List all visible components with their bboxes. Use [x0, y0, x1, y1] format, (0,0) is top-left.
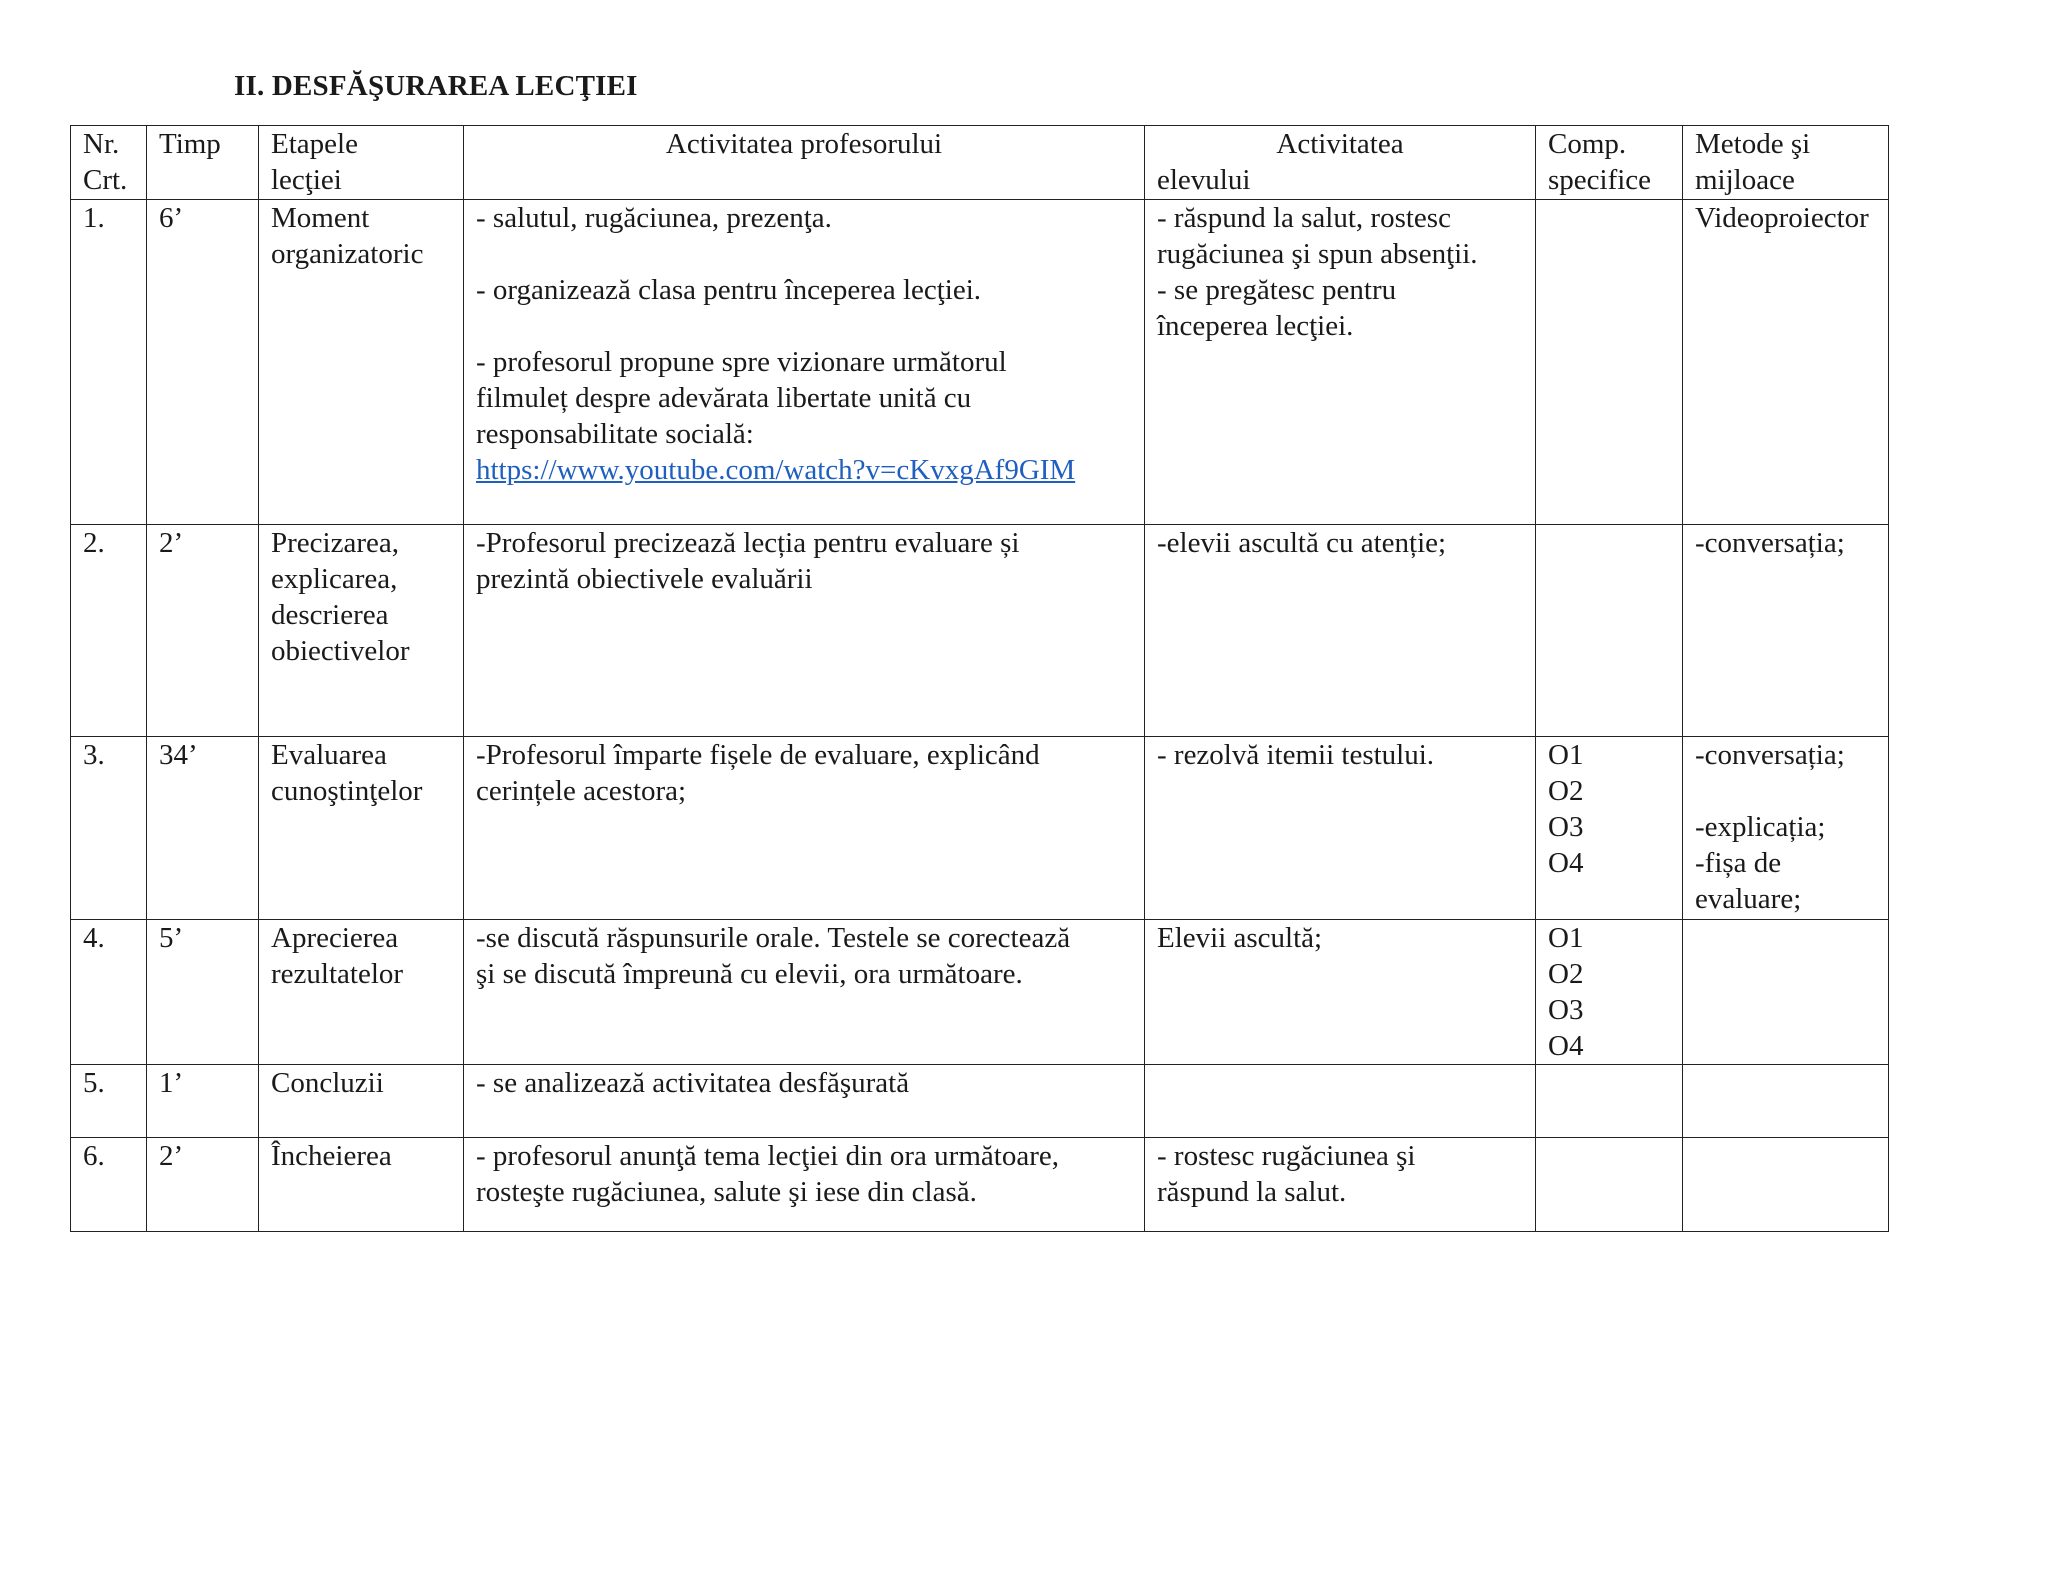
header-timp: Timp	[147, 126, 259, 200]
header-nr: Nr. Crt.	[71, 126, 147, 200]
cell-comp-specifice	[1536, 525, 1683, 737]
cell-comp-specifice: O1 O2 O3 O4	[1536, 920, 1683, 1065]
cell-etapa: Aprecierea rezultatelor	[259, 920, 464, 1065]
cell-metode	[1683, 1065, 1889, 1138]
cell-timp: 2’	[147, 1138, 259, 1232]
cell-activitatea-elevului: - rostesc rugăciunea şi răspund la salut.	[1145, 1138, 1536, 1232]
cell-metode	[1683, 920, 1889, 1065]
cell-activitatea-elevului: - răspund la salut, rostesc rugăciunea şi spun absenţii. - se pregătesc pentru începerea lecţiei.	[1145, 200, 1536, 525]
cell-nr: 3.	[71, 737, 147, 920]
table-row	[71, 737, 1889, 920]
cell-timp: 6’	[147, 200, 259, 525]
cell-etapa: Încheierea	[259, 1138, 464, 1232]
table-row	[71, 1138, 1889, 1232]
cell-comp-specifice	[1536, 200, 1683, 525]
cell-comp-specifice	[1536, 1065, 1683, 1138]
cell-etapa: Moment organizatoric	[259, 200, 464, 525]
cell-activitatea-elevului	[1145, 1065, 1536, 1138]
cell-etapa: Concluzii	[259, 1065, 464, 1138]
cell-metode: Videoproiector	[1683, 200, 1889, 525]
page-title: II. DESFĂŞURAREA LECŢIEI	[234, 70, 638, 102]
header-metode-mijloace: Metode şi mijloace	[1683, 126, 1889, 200]
cell-timp: 1’	[147, 1065, 259, 1138]
cell-etapa: Evaluarea cunoştinţelor	[259, 737, 464, 920]
cell-nr: 6.	[71, 1138, 147, 1232]
table-header-row	[71, 126, 1889, 200]
table-row	[71, 525, 1889, 737]
cell-nr: 4.	[71, 920, 147, 1065]
table-row	[71, 200, 1889, 525]
cell-activitatea-profesorului: -Profesorul împarte fișele de evaluare, explicând cerințele acestora;	[464, 737, 1145, 920]
cell-activitatea-elevului: -elevii ascultă cu atenție;	[1145, 525, 1536, 737]
cell-nr: 1.	[71, 200, 147, 525]
cell-nr: 2.	[71, 525, 147, 737]
cell-metode	[1683, 1138, 1889, 1232]
cell-activitatea-elevului: - rezolvă itemii testului.	[1145, 737, 1536, 920]
header-activitatea-profesorului: Activitatea profesorului	[464, 126, 1145, 200]
cell-activitatea-profesorului: - profesorul anunţă tema lecţiei din ora următoare, rosteşte rugăciunea, salute şi iese din clasă.	[464, 1138, 1145, 1232]
header-comp-specifice: Comp. specifice	[1536, 126, 1683, 200]
header-etapele: Etapele lecţiei	[259, 126, 464, 200]
table-row	[71, 920, 1889, 1065]
cell-activitatea-profesorului: - salutul, rugăciunea, prezenţa. - organizează clasa pentru începerea lecţiei. - profesorul propune spre vizionare următorul filmuleț despre adevărata libertate unită cu responsabilitate socială: https://www.youtube.com/watch?v=cKvxgAf9GIM	[464, 200, 1145, 525]
cell-activitatea-profesorului: - se analizează activitatea desfăşurată	[464, 1065, 1145, 1138]
lesson-plan-table	[70, 125, 1889, 1232]
cell-metode: -conversația; -explicația; -fișa de evaluare;	[1683, 737, 1889, 920]
cell-timp: 34’	[147, 737, 259, 920]
cell-comp-specifice	[1536, 1138, 1683, 1232]
cell-comp-specifice: O1 O2 O3 O4	[1536, 737, 1683, 920]
cell-activitatea-profesorului: -Profesorul precizează lecția pentru evaluare și prezintă obiectivele evaluării	[464, 525, 1145, 737]
table-row	[71, 1065, 1889, 1138]
youtube-link[interactable]: https://www.youtube.com/watch?v=cKvxgAf9GIM	[476, 454, 1076, 486]
cell-timp: 5’	[147, 920, 259, 1065]
cell-timp: 2’	[147, 525, 259, 737]
cell-etapa: Precizarea, explicarea, descrierea obiectivelor	[259, 525, 464, 737]
cell-metode: -conversația;	[1683, 525, 1889, 737]
cell-nr: 5.	[71, 1065, 147, 1138]
cell-activitatea-profesorului: -se discută răspunsurile orale. Testele se corectează şi se discută împreună cu elevii, ora următoare.	[464, 920, 1145, 1065]
header-activitatea-elevului: Activitatea elevului	[1145, 126, 1536, 200]
cell-activitatea-elevului: Elevii ascultă;	[1145, 920, 1536, 1065]
